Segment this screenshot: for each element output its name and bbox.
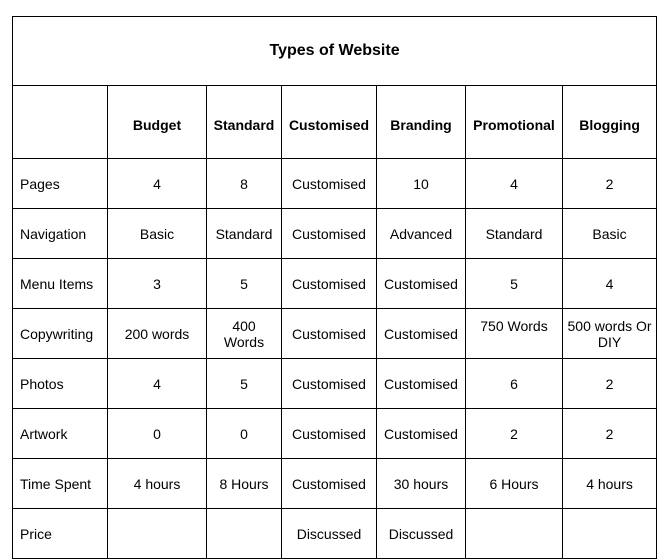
table-cell: 200 words [108, 309, 207, 359]
header-cell-branding: Branding [377, 86, 466, 159]
table-cell: 6 [466, 359, 563, 409]
table-cell: 30 hours [377, 459, 466, 509]
header-cell-customised: Customised [282, 86, 377, 159]
table-cell: 2 [563, 409, 657, 459]
table-cell: 2 [466, 409, 563, 459]
table-cell: 8 Hours [207, 459, 282, 509]
table-cell: Customised [282, 259, 377, 309]
table-cell: 4 [563, 259, 657, 309]
header-cell-empty [13, 86, 108, 159]
table-cell: Customised [377, 259, 466, 309]
table-cell: 4 [108, 359, 207, 409]
header-cell-promotional: Promotional [466, 86, 563, 159]
table-row [13, 509, 657, 559]
table-row [13, 209, 657, 259]
table-cell: 5 [466, 259, 563, 309]
row-label: Menu Items [13, 259, 108, 309]
table-cell: Customised [282, 459, 377, 509]
table-cell: 400 Words [207, 309, 282, 359]
table-cell: Standard [466, 209, 563, 259]
table-cell: 3 [108, 259, 207, 309]
table-cell: 6 Hours [466, 459, 563, 509]
table-cell: Standard [207, 209, 282, 259]
table-row [13, 259, 657, 309]
row-label: Navigation [13, 209, 108, 259]
table-cell: 8 [207, 159, 282, 209]
table-cell [108, 509, 207, 559]
cell-text: 750 Words [480, 317, 548, 334]
table-cell: 500 words Or DIY [563, 309, 657, 359]
header-row [13, 86, 657, 159]
table-cell: Basic [108, 209, 207, 259]
table-cell: Customised [282, 359, 377, 409]
table-cell [563, 509, 657, 559]
header-cell-blogging: Blogging [563, 86, 657, 159]
table-row [13, 159, 657, 209]
table-cell: Customised [377, 359, 466, 409]
table-row [13, 309, 657, 359]
table-cell: 4 hours [108, 459, 207, 509]
table-cell: Customised [282, 209, 377, 259]
row-label: Price [13, 509, 108, 559]
table-cell: Discussed [377, 509, 466, 559]
row-label: Photos [13, 359, 108, 409]
table-cell: Customised [282, 309, 377, 359]
website-types-table-container [12, 16, 656, 559]
row-label: Artwork [13, 409, 108, 459]
table-cell: Customised [377, 309, 466, 359]
website-types-table [12, 16, 657, 559]
table-cell: Customised [377, 409, 466, 459]
table-row [13, 359, 657, 409]
table-cell: 0 [108, 409, 207, 459]
table-cell: Advanced [377, 209, 466, 259]
table-row [13, 409, 657, 459]
row-label: Copywriting [13, 309, 108, 359]
row-label: Time Spent [13, 459, 108, 509]
table-cell: Customised [282, 409, 377, 459]
table-cell: Discussed [282, 509, 377, 559]
table-cell [466, 309, 563, 359]
table-cell: Customised [282, 159, 377, 209]
table-cell: 4 [108, 159, 207, 209]
header-cell-budget: Budget [108, 86, 207, 159]
table-cell: 10 [377, 159, 466, 209]
table-title: Types of Website [13, 17, 657, 86]
table-cell: 5 [207, 259, 282, 309]
table-cell [207, 509, 282, 559]
table-cell: 4 hours [563, 459, 657, 509]
table-row [13, 459, 657, 509]
table-cell: Basic [563, 209, 657, 259]
table-cell [466, 509, 563, 559]
table-cell: 2 [563, 359, 657, 409]
table-cell: 2 [563, 159, 657, 209]
header-cell-standard: Standard [207, 86, 282, 159]
table-cell: 5 [207, 359, 282, 409]
table-cell: 0 [207, 409, 282, 459]
row-label: Pages [13, 159, 108, 209]
title-row [13, 17, 657, 86]
table-cell: 4 [466, 159, 563, 209]
